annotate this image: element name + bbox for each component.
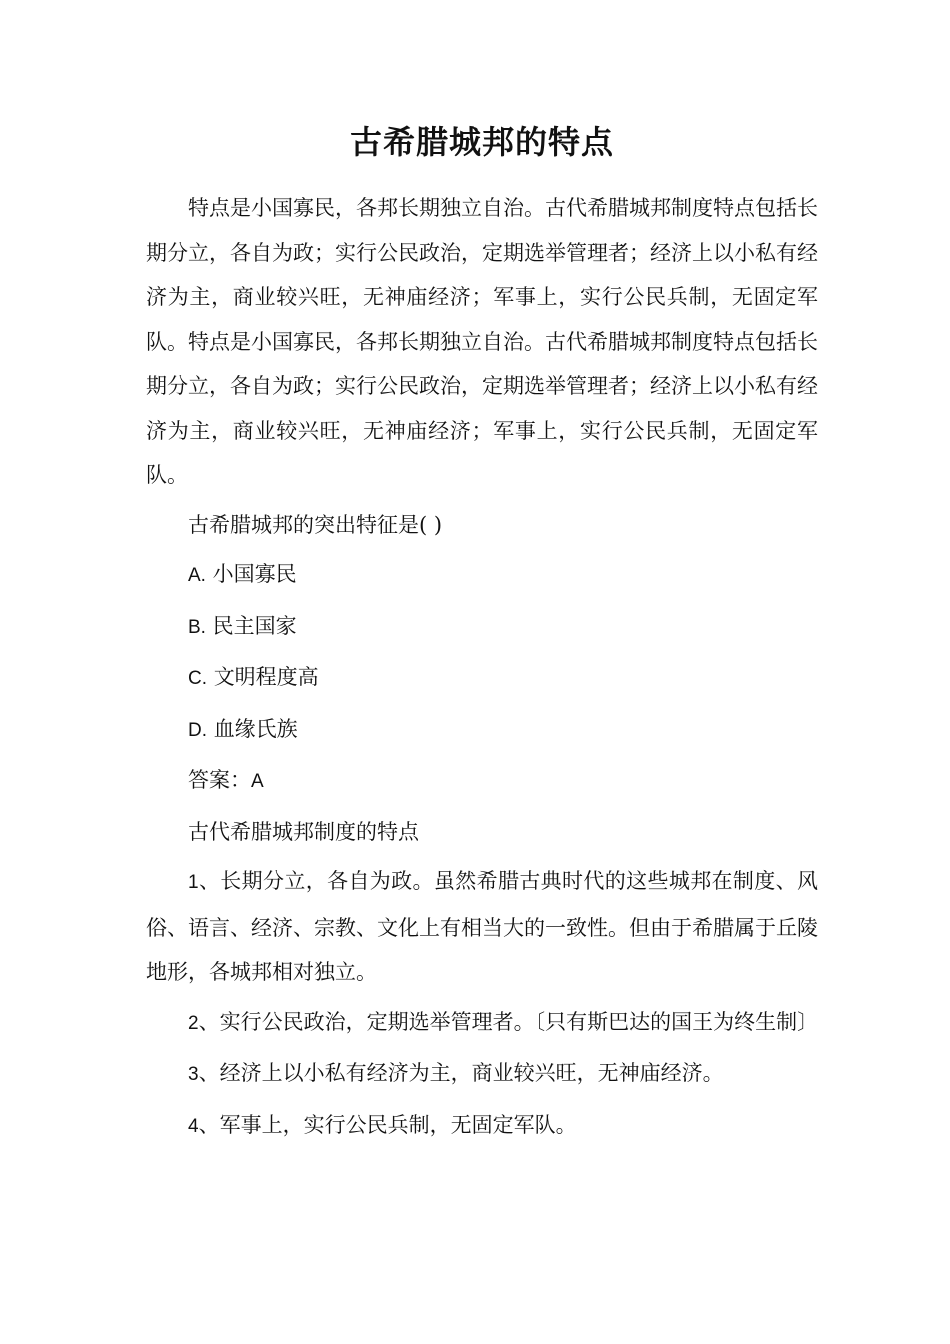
question-text: 古希腊城邦的突出特征是( ) [188,512,443,537]
option-text: 文明程度高 [213,665,319,689]
option-a [146,552,818,598]
point-text: 、军事上，实行公民兵制，无固定军队。 [198,1112,577,1137]
option-letter: A. [188,565,206,586]
document-page [146,112,818,1154]
option-letter: B. [188,616,206,638]
option-text: 小国寡民 [212,562,297,586]
option-letter: C. [188,668,207,689]
point-text: 、实行公民政治，定期选举管理者。〔只有斯巴达的国王为终生制〕 [198,1009,819,1034]
point-4 [146,1103,818,1149]
document-title: 古希腊城邦的特点 [349,123,614,161]
option-b [146,604,818,650]
point-2 [146,1000,818,1047]
intro-paragraph: 特点是小国寡民，各邦长期独立自治。古代希腊城邦制度特点包括长期分立，各自为政；实行公民政治，定期选举管理者；经济上以小私有经济为主，商业较兴旺，无神庙经济；军事上，实行公民兵制，无固定军队。特点是小国寡民，各邦长期独立自治。古代希腊城邦制度特点包括长期分立，各自为政；实行公民政治，定期选举管理者；经济上以小私有经济为主，商业较兴旺，无神庙经济；军事上，实行公民兵制，无固定军队。 [146,196,818,487]
point-number: 2 [188,1012,199,1034]
point-number: 1 [188,872,199,893]
option-text: 民主国家 [212,613,297,638]
point-text: 、长期分立，各自为政。虽然希腊古典时代的这些城邦在制度、风俗、语言、经济、宗教、文化上有相当大的一致性。但由于希腊属于丘陵地形，各城邦相对独立。 [146,869,818,984]
answer-line [146,758,818,804]
option-d [146,707,818,753]
point-number: 3 [188,1064,199,1085]
point-text: 、经济上以小私有经济为主，商业较兴旺，无神庙经济。 [198,1061,724,1085]
option-text: 血缘氏族 [213,716,298,741]
answer-label: 答案： [188,768,251,792]
point-1 [146,859,818,995]
point-3 [146,1051,818,1097]
answer-value: A [251,771,264,792]
option-letter: D. [188,719,207,741]
section-heading: 古代希腊城邦制度的特点 [188,819,419,844]
option-c [146,655,818,701]
point-number: 4 [188,1115,199,1137]
